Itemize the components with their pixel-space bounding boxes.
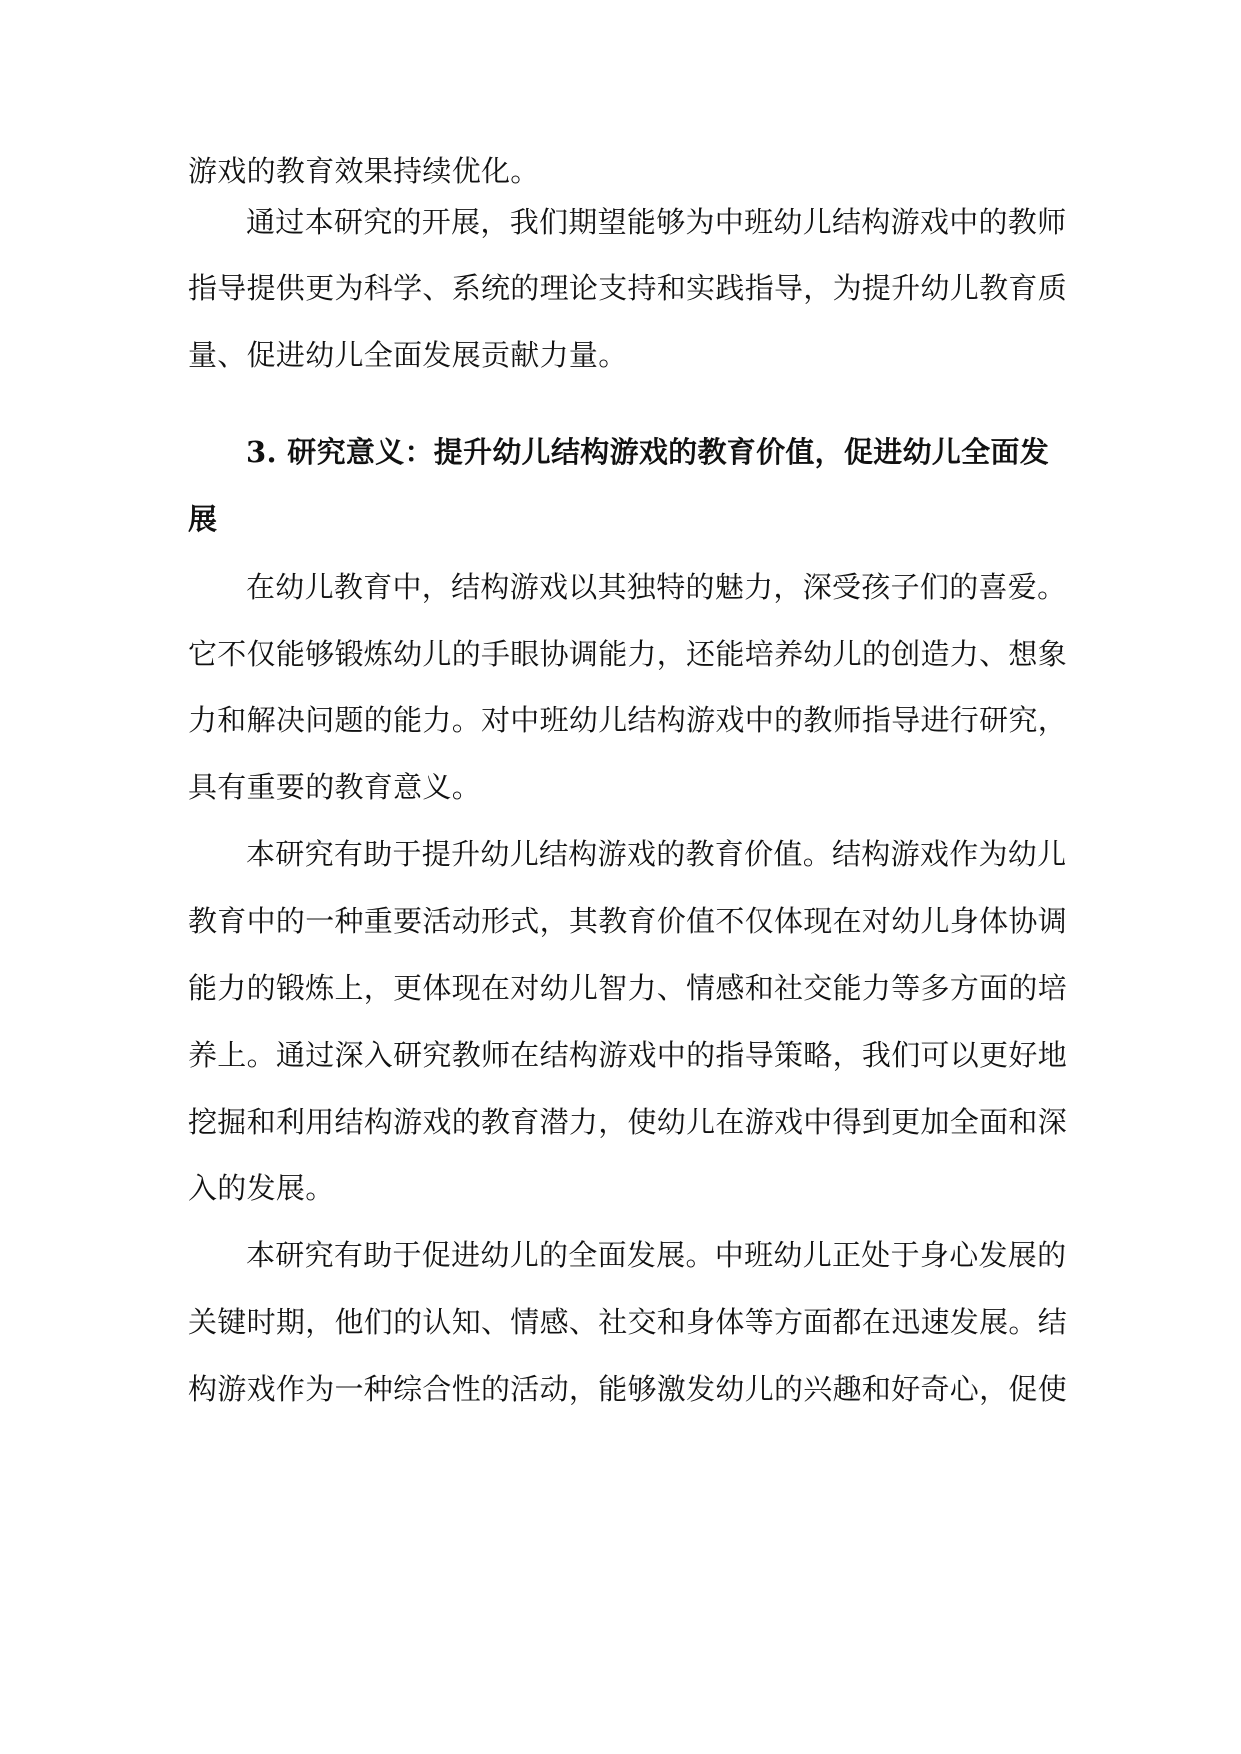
paragraph-line: 入的发展。 (188, 1171, 335, 1205)
paragraph-line: 在幼儿教育中，结构游戏以其独特的魅力，深受孩子们的喜爱。 (246, 570, 1067, 604)
section-heading: 3. 研究意义：提升幼儿结构游戏的教育价值，促进幼儿全面发 (246, 435, 1050, 469)
paragraph-line: 游戏的教育效果持续优化。 (188, 154, 540, 188)
paragraph-line: 教育中的一种重要活动形式，其教育价值不仅体现在对幼儿身体协调 (188, 904, 1068, 938)
paragraph-line: 通过本研究的开展，我们期望能够为中班幼儿结构游戏中的教师 (246, 205, 1067, 239)
paragraph-line: 挖掘和利用结构游戏的教育潜力，使幼儿在游戏中得到更加全面和深 (188, 1105, 1068, 1139)
paragraph-line: 力和解决问题的能力。对中班幼儿结构游戏中的教师指导进行研究， (188, 703, 1068, 737)
paragraph-line: 指导提供更为科学、系统的理论支持和实践指导，为提升幼儿教育质 (188, 271, 1068, 305)
paragraph-line: 具有重要的教育意义。 (188, 770, 482, 804)
paragraph-line: 关键时期，他们的认知、情感、社交和身体等方面都在迅速发展。结 (188, 1305, 1068, 1339)
paragraph-line: 养上。通过深入研究教师在结构游戏中的指导策略，我们可以更好地 (188, 1038, 1068, 1072)
section-heading: 展 (188, 502, 218, 536)
paragraph-line: 本研究有助于促进幼儿的全面发展。中班幼儿正处于身心发展的 (246, 1238, 1067, 1272)
paragraph-line: 构游戏作为一种综合性的活动，能够激发幼儿的兴趣和好奇心，促使 (188, 1372, 1068, 1406)
paragraph-line: 量、促进幼儿全面发展贡献力量。 (188, 338, 628, 372)
paragraph-line: 能力的锻炼上，更体现在对幼儿智力、情感和社交能力等多方面的培 (188, 971, 1068, 1005)
paragraph-line: 本研究有助于提升幼儿结构游戏的教育价值。结构游戏作为幼儿 (246, 837, 1067, 871)
paragraph-line: 它不仅能够锻炼幼儿的手眼协调能力，还能培养幼儿的创造力、想象 (188, 637, 1068, 671)
